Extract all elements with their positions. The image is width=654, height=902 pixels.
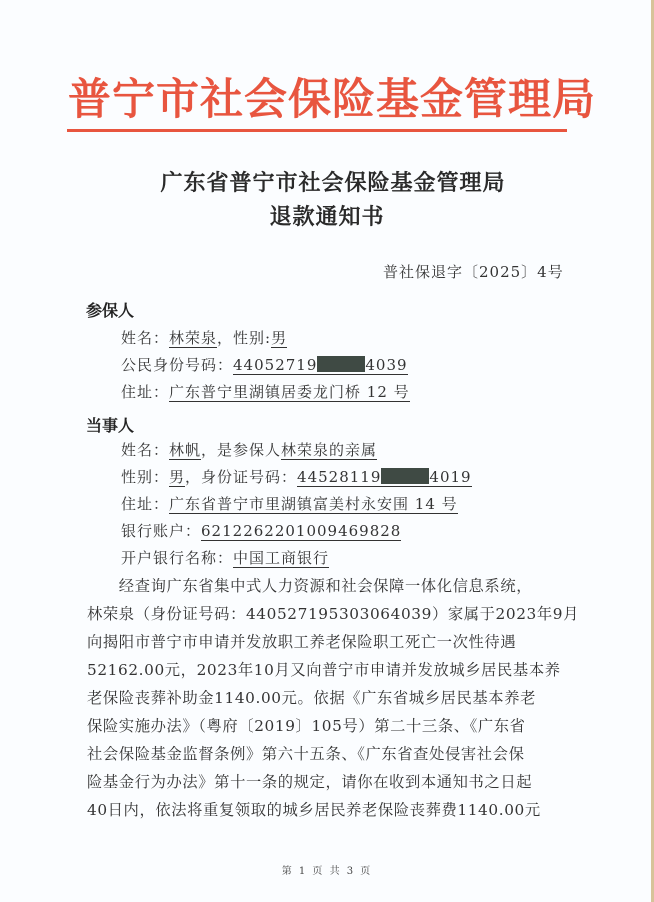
body-line: 52162.00元，2023年10月又向普宁市申请并发放城乡居民基本养: [87, 661, 561, 679]
insured-id: [233, 356, 408, 375]
id-prefix: 44052719: [233, 356, 318, 374]
label: 姓名：: [121, 441, 170, 459]
body-line: 险基金行为办法》第十一条的规定，请你在收到本通知书之日起: [87, 773, 533, 791]
label: 性别：: [121, 468, 170, 486]
insured-address-line: [121, 381, 410, 402]
label: ，性别:: [217, 329, 272, 347]
party-bank-account: 6212262201009469828: [201, 522, 402, 540]
label: 住址：: [121, 383, 170, 401]
doc-number: 普社保退字〔2025〕4号: [383, 263, 564, 281]
doc-title-line2: 退款通知书: [269, 204, 385, 230]
letterhead-org-name: 普宁市社会保险基金管理局: [68, 75, 596, 125]
label: 公民身份号码：: [121, 356, 234, 374]
label: 住址：: [121, 495, 170, 513]
insured-address: 广东普宁里湖镇居委龙门桥 12 号: [169, 383, 410, 401]
party-address: 广东省普宁市里湖镇富美村永安围 14 号: [169, 495, 458, 513]
insured-id-line: [121, 354, 408, 375]
body-line: 40日内，依法将重复领取的城乡居民养老保险丧葬费1140.00元: [87, 801, 541, 819]
party-gender: 男: [169, 468, 186, 486]
body-line: 经查询广东省集中式人力资源和社会保障一体化信息系统，: [87, 577, 533, 595]
insured-heading: 参保人: [86, 301, 135, 320]
label: ，是参保人: [201, 441, 282, 459]
doc-title-line1: 广东省普宁市社会保险基金管理局: [160, 170, 506, 196]
party-relation: 林荣泉的亲属: [281, 441, 378, 459]
id-suffix: 4019: [429, 468, 472, 486]
id-prefix: 44528119: [297, 468, 382, 486]
body-line: 向揭阳市普宁市申请并发放职工养老保险职工死亡一次性待遇: [87, 633, 517, 651]
label: 姓名：: [121, 329, 170, 347]
party-gender-id-line: [121, 466, 472, 487]
label: 开户银行名称：: [121, 549, 234, 567]
body-line: 老保险丧葬补助金1140.00元。依据《广东省城乡居民基本养老: [87, 689, 536, 707]
letterhead-rule: [67, 129, 567, 132]
redaction-block: [317, 356, 365, 372]
party-id: [297, 468, 472, 487]
party-address-line: [121, 493, 458, 514]
id-suffix: 4039: [365, 356, 408, 374]
insured-gender: 男: [271, 329, 288, 347]
label: ，身份证号码：: [185, 468, 298, 486]
party-name-line: [121, 439, 377, 460]
body-line: 社会保险基金监督条例》第六十五条、《广东省查处侵害社会保: [87, 745, 525, 763]
page-indicator: 第 1 页 共 3 页: [281, 866, 373, 877]
label: 银行账户：: [121, 522, 202, 540]
body-line: 林荣泉（身份证号码：440527195303064039）家属于2023年9月: [87, 605, 579, 623]
insured-name-line: [121, 327, 287, 348]
body-line: 保险实施办法》（粤府〔2019〕105号）第二十三条、《广东省: [87, 717, 526, 735]
insured-name: 林荣泉: [169, 329, 218, 347]
redaction-block: [381, 468, 429, 484]
party-bank-name: 中国工商银行: [233, 549, 330, 567]
party-heading: 当事人: [86, 416, 135, 435]
party-bank-account-line: [121, 520, 401, 541]
party-name: 林帆: [169, 441, 202, 459]
party-bank-name-line: [121, 547, 329, 568]
